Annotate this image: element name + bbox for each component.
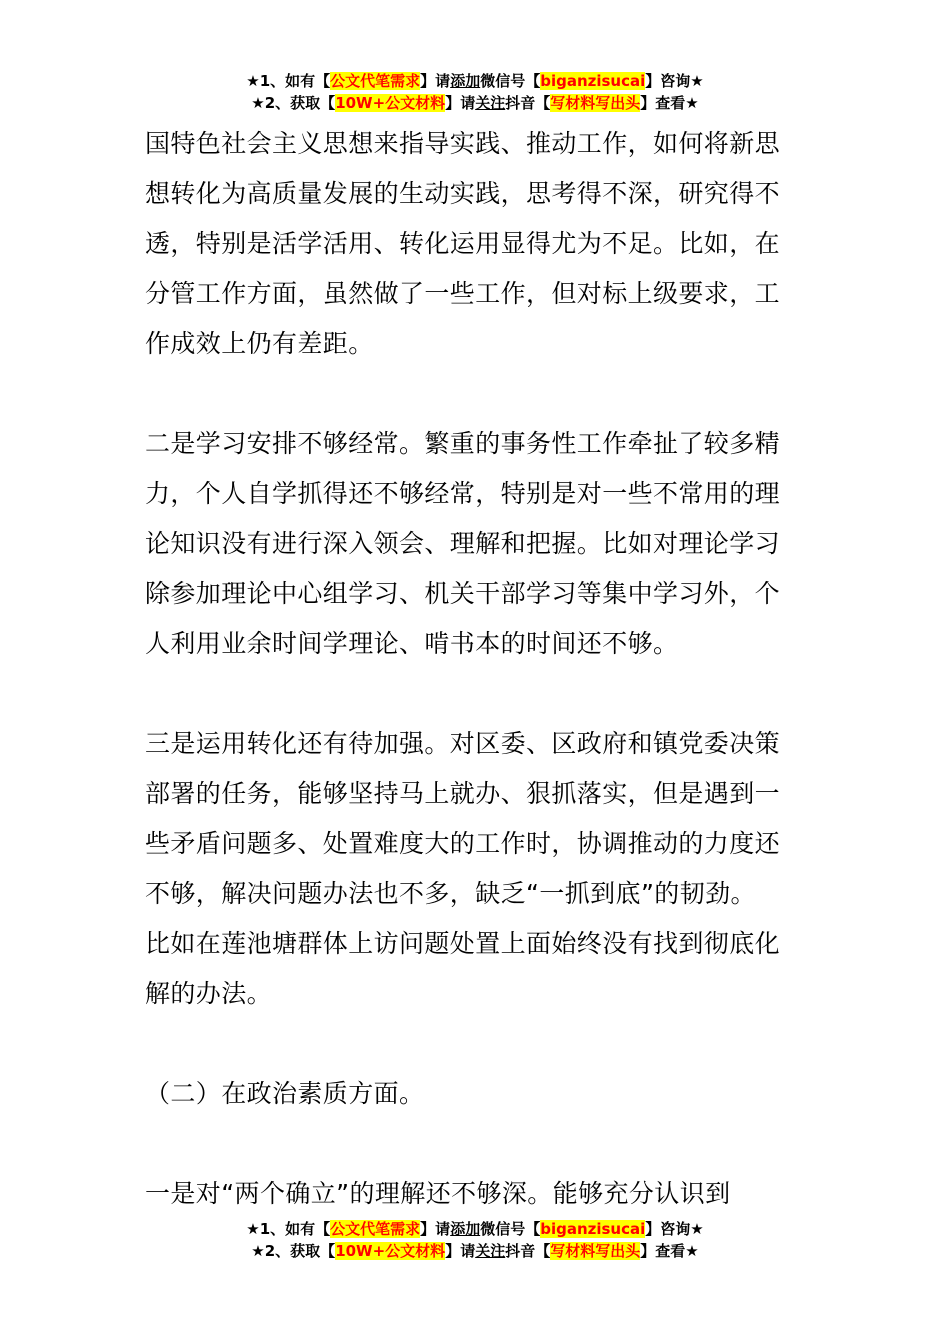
banner-text: 抖音【 (505, 1242, 551, 1260)
banner-highlight: biganzisucai (540, 1220, 646, 1238)
paragraph (145, 1169, 807, 1219)
text-line: 一是对“两个确立”的理解还不够深。能够充分认识到 (145, 1179, 731, 1208)
banner-text: ★1、如有【 (246, 1220, 331, 1238)
banner-line-1 (0, 1218, 950, 1240)
paragraph-spacer (145, 1119, 807, 1169)
banner-text: 】查看★ (640, 94, 699, 112)
banner-text: 抖音【 (505, 94, 551, 112)
banner-text: 微信号【 (480, 1220, 541, 1238)
paragraph-spacer (145, 1019, 807, 1069)
banner-text: ★2、获取【 (251, 1242, 336, 1260)
banner-highlight: 10W+公文材料 (335, 1242, 446, 1260)
paragraph (145, 119, 807, 369)
banner-text: 】请 (445, 94, 476, 112)
footer-banner (0, 1218, 950, 1262)
paragraph-spacer (145, 669, 807, 719)
text-line: （二）在政治素质方面。 (145, 1079, 425, 1108)
banner-text: ★1、如有【 (246, 72, 331, 90)
banner-text: 】请 (420, 72, 451, 90)
text-line: 作成效上仍有差距。 (145, 329, 374, 358)
section-heading (145, 1069, 807, 1119)
banner-text: ★2、获取【 (251, 94, 336, 112)
banner-highlight: biganzisucai (540, 72, 646, 90)
banner-line-1 (0, 70, 950, 92)
paragraph (145, 419, 807, 669)
text-line: 力，个人自学抓得还不够经常，特别是对一些不常用的理 (145, 479, 781, 508)
banner-line-2 (0, 92, 950, 114)
banner-highlight: 写材料写出头 (550, 94, 641, 112)
text-line: 部署的任务，能够坚持马上就办、狠抓落实，但是遇到一 (145, 779, 781, 808)
text-line: 想转化为高质量发展的生动实践，思考得不深，研究得不 (145, 179, 781, 208)
document-body (145, 119, 807, 1219)
text-line: 些矛盾问题多、处置难度大的工作时，协调推动的力度还 (145, 829, 781, 858)
banner-highlight: 10W+公文材料 (335, 94, 446, 112)
banner-text: 】请 (445, 1242, 476, 1260)
banner-text: 微信号【 (480, 72, 541, 90)
banner-text: 】请 (420, 1220, 451, 1238)
text-line: 透，特别是活学活用、转化运用显得尤为不足。比如，在 (145, 229, 781, 258)
text-line: 论知识没有进行深入领会、理解和把握。比如对理论学习 (145, 529, 781, 558)
banner-line-2 (0, 1240, 950, 1262)
text-line: 二是学习安排不够经常。繁重的事务性工作牵扯了较多精 (145, 429, 781, 458)
paragraph-spacer (145, 369, 807, 419)
text-line: 三是运用转化还有待加强。对区委、区政府和镇党委决策 (145, 729, 781, 758)
banner-underlined-text: 关注 (475, 1242, 506, 1260)
banner-underlined-text: 添加 (450, 72, 481, 90)
banner-text: 】咨询★ (645, 72, 704, 90)
text-line: 人利用业余时间学理论、啃书本的时间还不够。 (145, 629, 679, 658)
text-line: 除参加理论中心组学习、机关干部学习等集中学习外，个 (145, 579, 781, 608)
text-line: 不够，解决问题办法也不多，缺乏“一抓到底”的韧劲。 (145, 879, 756, 908)
paragraph (145, 719, 807, 1019)
banner-highlight: 公文代笔需求 (330, 72, 421, 90)
banner-highlight: 公文代笔需求 (330, 1220, 421, 1238)
text-line: 国特色社会主义思想来指导实践、推动工作，如何将新思 (145, 129, 781, 158)
text-line: 比如在莲池塘群体上访问题处置上面始终没有找到彻底化 (145, 929, 781, 958)
banner-highlight: 写材料写出头 (550, 1242, 641, 1260)
banner-text: 】查看★ (640, 1242, 699, 1260)
banner-underlined-text: 添加 (450, 1220, 481, 1238)
banner-underlined-text: 关注 (475, 94, 506, 112)
banner-text: 】咨询★ (645, 1220, 704, 1238)
text-line: 解的办法。 (145, 979, 273, 1008)
text-line: 分管工作方面，虽然做了一些工作，但对标上级要求，工 (145, 279, 781, 308)
header-banner (0, 70, 950, 114)
